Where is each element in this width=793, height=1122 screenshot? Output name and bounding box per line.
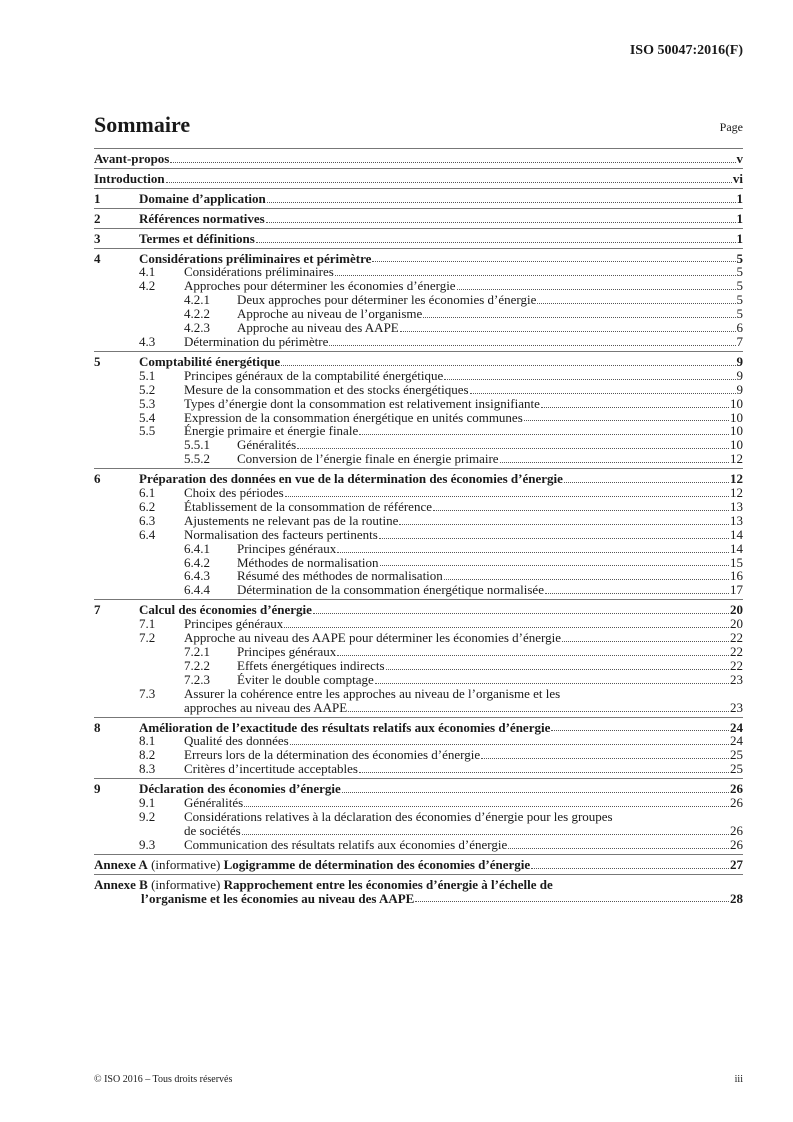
toc-entry[interactable] (94, 748, 743, 762)
toc-entry-number: 5.5.1 (184, 437, 210, 453)
toc-entry-page: 24 (730, 733, 743, 749)
dot-leader (244, 806, 729, 807)
toc-entry[interactable] (94, 645, 743, 659)
dot-leader (348, 711, 729, 712)
toc-entry[interactable] (94, 369, 743, 383)
dot-leader (170, 162, 735, 163)
toc-entry-page: 23 (730, 699, 743, 715)
toc-entry-number: 9.3 (139, 836, 156, 852)
toc-entry-page: 22 (730, 644, 743, 659)
toc-entry-page: 10 (730, 437, 743, 453)
toc-entry-text: Principes généraux (184, 616, 284, 632)
toc-entry-number: 5.3 (139, 395, 156, 411)
toc-entry-text: Expression de la consommation énergétique en unités communes (184, 409, 523, 425)
annex-kind: (informative) (147, 876, 224, 892)
toc-entry-page: 13 (730, 498, 743, 514)
toc-entry-number: 8 (94, 719, 101, 735)
toc-entry[interactable] (94, 673, 743, 687)
toc-entry-page: 1 (736, 210, 743, 226)
toc-entry-number: 6 (94, 471, 101, 487)
dot-leader (329, 345, 735, 346)
dot-leader (337, 552, 729, 553)
toc-entry-page: 1 (736, 230, 743, 246)
toc-entry-text: Éviter le double comptage (237, 671, 374, 687)
toc-entry-text: Déclaration des économies d’énergie (139, 781, 341, 797)
toc-entry-page: vi (732, 170, 743, 186)
toc-entry-page: 26 (730, 795, 743, 811)
dot-leader (433, 510, 729, 511)
toc-entry-page: 10 (730, 423, 743, 439)
toc-entry[interactable] (94, 212, 743, 226)
toc-entry[interactable] (94, 569, 743, 583)
toc-entry[interactable] (94, 321, 743, 335)
toc-entry-text: Introduction (94, 170, 165, 186)
toc-entry[interactable] (94, 782, 743, 796)
toc-entry-page: 9 (736, 353, 743, 369)
toc-group-3 (94, 228, 743, 248)
dot-leader (551, 730, 729, 731)
toc-entry[interactable] (94, 528, 743, 542)
toc-entry-number: 7.1 (139, 616, 156, 632)
toc-entry-number: 6.4.4 (184, 582, 210, 598)
toc-entry-number: 4.1 (139, 264, 156, 280)
dot-leader (359, 772, 729, 773)
toc-group-6 (94, 468, 743, 599)
toc-entry-text: Avant-propos (94, 151, 170, 166)
toc-entry-number: 5.5.2 (184, 451, 210, 467)
toc-entry-number: 7.3 (139, 685, 156, 701)
dot-leader (531, 868, 729, 869)
annex-label: Annexe B (94, 876, 148, 892)
toc-entry-page: v (736, 151, 743, 166)
toc-entry[interactable] (94, 762, 743, 776)
dot-leader (375, 683, 729, 684)
toc-entry[interactable] (94, 438, 743, 452)
dot-leader (386, 669, 729, 670)
toc-entry-number: 5.2 (139, 381, 156, 397)
dot-leader (541, 407, 729, 408)
dot-leader (423, 317, 735, 318)
toc-entry-text: Critères d’incertitude acceptables (184, 761, 358, 777)
toc-group-9 (94, 778, 743, 854)
toc-entry[interactable] (94, 397, 743, 411)
toc-entry-page: 17 (730, 582, 743, 598)
toc-entry-text: Amélioration de l’exactitude des résultats relatifs aux économies d’énergie (139, 719, 551, 735)
dot-leader (342, 792, 729, 793)
toc-entry-number: 5.4 (139, 409, 156, 425)
toc-entry-page: 28 (730, 890, 743, 906)
toc-entry[interactable] (94, 424, 743, 438)
toc-entry-page: 14 (730, 540, 743, 556)
dot-leader (256, 242, 736, 243)
toc-entry-number: 6.1 (139, 485, 156, 501)
toc-entry-number: 8.1 (139, 733, 156, 749)
toc-entry-text: Principes généraux (237, 644, 337, 659)
toc-entry[interactable] (94, 583, 743, 597)
toc-entry-number: 4.2 (139, 278, 156, 294)
dot-leader (399, 524, 729, 525)
toc-entry-text: Détermination de la consommation énergétique normalisée (237, 582, 544, 598)
toc-entry-page: 13 (730, 512, 743, 528)
toc-entry-number: 2 (94, 210, 101, 226)
toc-entry-text: Principes généraux de la comptabilité énergétique (184, 367, 444, 383)
toc-entry-continuation[interactable] (94, 892, 743, 906)
toc-entry-page: 1 (736, 190, 743, 206)
toc-entry[interactable] (94, 659, 743, 673)
toc-group-1 (94, 188, 743, 208)
toc-entry-number: 4.2.2 (184, 306, 210, 322)
toc-entry-text: Approche au niveau des AAPE pour déterminer les économies d’énergie (184, 630, 561, 646)
toc-entry-number: 8.2 (139, 747, 156, 763)
toc-entry-text: Références normatives (139, 210, 265, 226)
dot-leader (457, 289, 736, 290)
toc-entry[interactable] (94, 383, 743, 397)
toc-entry-text (141, 892, 414, 906)
dot-leader (297, 448, 729, 449)
toc-entry-text: Effets énergétiques indirects (237, 657, 385, 673)
toc-entry[interactable] (94, 335, 743, 349)
toc-group-introduction (94, 168, 743, 188)
toc-entry-number: 5.5 (139, 423, 156, 439)
toc-entry-text (94, 878, 553, 892)
dot-leader (400, 331, 736, 332)
dot-leader (281, 365, 735, 366)
toc-entry-number: 1 (94, 190, 101, 206)
toc-entry-text: Normalisation des facteurs pertinents (184, 526, 378, 542)
toc-entry-text: Généralités (237, 437, 297, 453)
toc-entry-text (94, 858, 530, 872)
toc-entry-page: 5 (736, 278, 743, 294)
toc-entry-page: 20 (730, 602, 743, 618)
toc-entry-number: 6.4.1 (184, 540, 210, 556)
toc-entry-number: 4 (94, 250, 101, 266)
toc-entry-page: 26 (730, 781, 743, 797)
toc-entry-text: Énergie primaire et énergie finale (184, 423, 359, 439)
standard-identifier: ISO 50047:2016(F) (629, 43, 743, 58)
toc-entry-number: 5.1 (139, 367, 156, 383)
dot-leader (284, 627, 729, 628)
toc-entry[interactable] (94, 500, 743, 514)
dot-leader (285, 496, 729, 497)
toc-entry-page: 26 (730, 836, 743, 852)
toc-group-4 (94, 248, 743, 351)
toc-group-2 (94, 208, 743, 228)
toc-entry-text: Mesure de la consommation et des stocks énergétiques (184, 381, 469, 397)
toc-entry-text: Ajustements ne relevant pas de la routine (184, 512, 399, 528)
page-column-label: Page (719, 120, 743, 134)
annex-title: Rapprochement entre les économies d’énergie à l’échelle de (223, 876, 553, 892)
dot-leader (267, 202, 736, 203)
toc-entry-page: 16 (730, 568, 743, 584)
toc-entry[interactable] (94, 307, 743, 321)
toc-entry[interactable] (94, 486, 743, 500)
dot-leader (545, 593, 729, 594)
toc-entry[interactable] (94, 252, 743, 266)
toc-entry[interactable] (94, 556, 743, 570)
toc-entry-number: 7.2.1 (184, 644, 210, 659)
toc-entry[interactable] (94, 631, 743, 645)
dot-leader (266, 222, 736, 223)
toc-entry[interactable] (94, 411, 743, 425)
toc-entry-page: 14 (730, 526, 743, 542)
footer-page-number: iii (734, 1074, 743, 1085)
dot-leader (562, 641, 729, 642)
toc-entry-text: Calcul des économies d’énergie (139, 602, 312, 618)
toc-entry[interactable] (94, 734, 743, 748)
toc-entry-text: Communication des résultats relatifs aux économies d’énergie (184, 836, 508, 852)
toc-entry-text: Résumé des méthodes de normalisation (237, 568, 443, 584)
toc-entry-continuation[interactable] (94, 701, 743, 715)
toc-entry-page: 22 (730, 657, 743, 673)
dot-leader (166, 182, 732, 183)
toc-entry[interactable] (94, 279, 743, 293)
dot-leader (524, 420, 729, 421)
toc-entry-text: Considérations préliminaires et périmètre (139, 250, 372, 266)
toc-entry-number: 7.2.2 (184, 657, 210, 673)
toc-entry-number: 6.2 (139, 498, 156, 514)
dot-leader (564, 482, 729, 483)
toc-entry-text: Domaine d’application (139, 190, 266, 206)
toc-entry-text: Erreurs lors de la détermination des économies d’énergie (184, 747, 481, 763)
toc-entry-text: Types d’énergie dont la consommation est relativement insignifiante (184, 395, 540, 411)
toc-entry-text: Approche au niveau des AAPE (237, 320, 399, 336)
toc-entry[interactable] (94, 687, 743, 701)
toc-entry-number: 4.2.1 (184, 292, 210, 308)
dot-leader (415, 901, 729, 902)
toc-entry-page: 7 (736, 333, 743, 349)
toc-entry-number: 6.3 (139, 512, 156, 528)
toc-entry-text: Considérations préliminaires (184, 264, 334, 280)
dot-leader (372, 261, 735, 262)
dot-leader (380, 565, 729, 566)
toc-entry-page: 9 (736, 367, 743, 383)
toc-entry-number: 6.4.2 (184, 554, 210, 570)
toc-entry-number: 9.1 (139, 795, 156, 811)
toc-entry-text: Méthodes de normalisation (237, 554, 379, 570)
annex-title: Logigramme de détermination des économies d’énergie (223, 856, 531, 872)
toc-entry[interactable] (94, 232, 743, 246)
toc-entry-text: Détermination du périmètre (184, 333, 329, 349)
toc-entry-page: 5 (736, 306, 743, 322)
dot-leader (335, 275, 736, 276)
dot-leader (481, 758, 729, 759)
annex-kind: (informative) (147, 856, 224, 872)
toc-entry[interactable] (94, 721, 743, 735)
toc-entry-number: 7.2 (139, 630, 156, 646)
toc-entry-page: 25 (730, 747, 743, 763)
dot-leader (313, 613, 729, 614)
toc-entry-text: Comptabilité énergétique (139, 353, 281, 369)
toc-entry-page: 6 (736, 320, 743, 336)
toc-entry-page: 5 (736, 292, 743, 308)
toc-entry-continuation[interactable] (94, 824, 743, 838)
footer-copyright: © ISO 2016 – Tous droits réservés (94, 1074, 233, 1085)
dot-leader (242, 834, 729, 835)
toc-entry[interactable] (94, 878, 743, 892)
toc-entry-text: Préparation des données en vue de la détermination des économies d’énergie (139, 471, 563, 487)
toc-entry-number: 6.4 (139, 526, 156, 542)
toc-group-annex-b (94, 874, 743, 908)
toc-entry[interactable] (94, 293, 743, 307)
toc-group-8 (94, 717, 743, 779)
toc-entry-number: 9.2 (139, 808, 156, 824)
dot-leader (379, 538, 729, 539)
toc-entry[interactable] (94, 542, 743, 556)
toc-entry-number: 7 (94, 602, 101, 618)
toc-entry-page: 15 (730, 554, 743, 570)
toc-entry[interactable] (94, 617, 743, 631)
toc-group-avant-propos (94, 148, 743, 168)
toc-entry-text: Principes généraux (237, 540, 337, 556)
toc-entry-text: Termes et définitions (139, 230, 255, 246)
toc-entry-page: 10 (730, 395, 743, 411)
toc-title: Sommaire (94, 112, 191, 137)
toc-group-7 (94, 599, 743, 716)
toc-entry-text: Approches pour déterminer les économies d’énergie (184, 278, 456, 294)
toc-entry-page: 12 (730, 451, 743, 467)
dot-leader (444, 379, 735, 380)
toc-group-annex-a (94, 854, 743, 874)
toc-entry-text: Conversion de l’énergie finale en énergie primaire (237, 451, 499, 467)
toc-entry-page: 27 (730, 856, 743, 872)
toc-entry[interactable] (94, 514, 743, 528)
toc-entry[interactable] (94, 810, 743, 824)
toc-entry-page: 10 (730, 409, 743, 425)
toc-entry-number: 4.3 (139, 333, 156, 349)
toc-entry-page: 5 (736, 250, 743, 266)
toc-entry-text: approches au niveau des AAPE (184, 699, 348, 715)
toc-entry-number: 3 (94, 230, 101, 246)
toc-entry[interactable] (94, 265, 743, 279)
toc-entry-text: Choix des périodes (184, 485, 284, 501)
toc-entry-page: 26 (730, 822, 743, 838)
toc-entry[interactable] (94, 172, 743, 186)
toc-entry[interactable] (94, 452, 743, 466)
toc-entry-page: 23 (730, 671, 743, 687)
annex-label: Annexe A (94, 856, 148, 872)
dot-leader (337, 655, 729, 656)
dot-leader (444, 579, 729, 580)
toc-entry-page: 9 (736, 381, 743, 397)
toc-entry-page: 20 (730, 616, 743, 632)
toc-entry-number: 6.4.3 (184, 568, 210, 584)
toc-entry-text: Généralités (184, 795, 244, 811)
dot-leader (537, 303, 735, 304)
toc-entry-page: 12 (730, 485, 743, 501)
dot-leader (359, 434, 729, 435)
toc-entry[interactable] (94, 838, 743, 852)
table-of-contents (94, 148, 743, 907)
toc-entry-number: 8.3 (139, 761, 156, 777)
toc-entry-text: Approche au niveau de l’organisme (237, 306, 423, 322)
toc-entry-number: 7.2.3 (184, 671, 210, 687)
toc-entry-text: Qualité des données (184, 733, 289, 749)
toc-entry-page: 25 (730, 761, 743, 777)
toc-entry-page: 22 (730, 630, 743, 646)
toc-entry[interactable] (94, 192, 743, 206)
toc-entry-number: 9 (94, 781, 101, 797)
annex-title-continued: l’organisme et les économies au niveau des AAPE (141, 890, 415, 906)
toc-entry[interactable] (94, 152, 743, 166)
toc-entry-text: Assurer la cohérence entre les approches au niveau de l’organisme et les (184, 685, 561, 701)
toc-entry[interactable] (94, 472, 743, 486)
toc-group-5 (94, 351, 743, 468)
toc-entry-page: 12 (730, 471, 743, 487)
toc-entry-text: Considérations relatives à la déclaration des économies d’énergie pour les groupes (184, 808, 613, 824)
toc-entry-number: 5 (94, 353, 101, 369)
toc-entry[interactable] (94, 858, 743, 872)
dot-leader (508, 848, 729, 849)
toc-entry[interactable] (94, 603, 743, 617)
toc-entry[interactable] (94, 796, 743, 810)
toc-entry-text: de sociétés (184, 822, 241, 838)
toc-entry-number: 4.2.3 (184, 320, 210, 336)
toc-entry[interactable] (94, 355, 743, 369)
toc-entry-page: 24 (730, 719, 743, 735)
toc-entry-text: Établissement de la consommation de référence (184, 498, 432, 514)
dot-leader (470, 393, 736, 394)
dot-leader (290, 744, 729, 745)
dot-leader (500, 462, 729, 463)
toc-entry-page: 5 (736, 264, 743, 280)
toc-entry-text: Deux approches pour déterminer les économies d’énergie (237, 292, 537, 308)
